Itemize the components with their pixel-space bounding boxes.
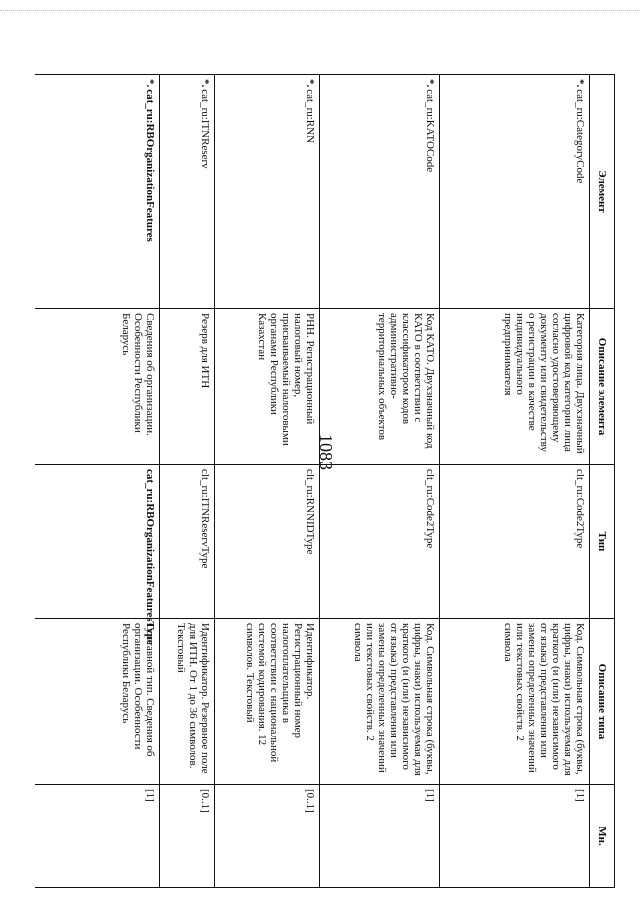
- table-row: [440, 75, 590, 888]
- type-description-cell: Идентификатор. Резервное поле для ИТН. От 1 до 36 символов. Текстовый: [160, 619, 215, 785]
- header-type: Тип: [590, 465, 615, 619]
- element-cell: *.cat_ru:CategoryCode: [440, 75, 590, 309]
- multiplicity-cell: [0..1]: [160, 785, 215, 888]
- multiplicity-cell: [1]: [440, 785, 590, 888]
- element-name: cat_ru:ITNReserv: [199, 89, 211, 169]
- multiplicity-cell: [0..1]: [215, 785, 320, 888]
- header-element: Элемент: [590, 75, 615, 309]
- table-row: [160, 75, 215, 888]
- type-description-cell: Составной тип. Сведения об организации. Особенности Республики Беларусь: [35, 619, 160, 785]
- multiplicity-cell: [1]: [35, 785, 160, 888]
- element-cell: *.cat_ru:ITNReserv: [160, 75, 215, 309]
- type-cell: clt_ru:ITNReservType: [160, 465, 215, 619]
- type-cell: cat_ru:RBOrganizationFeaturesType: [35, 465, 160, 619]
- multiplicity-cell: [1]: [320, 785, 440, 888]
- element-description-cell: Сведения об организации. Особенности Республики Беларусь: [35, 309, 160, 465]
- document-table-container: [35, 74, 615, 887]
- table-row: [215, 75, 320, 888]
- header-multiplicity: Мн.: [590, 785, 615, 888]
- element-cell: *.cat_ru:RNN: [215, 75, 320, 309]
- header-type-description: Описание типа: [590, 619, 615, 785]
- element-name: cat_ru:RBOrganizationFeatures: [144, 89, 156, 242]
- scan-edge-line: [0, 10, 640, 12]
- elements-table: [35, 74, 615, 888]
- page-number: 1083: [316, 434, 336, 470]
- type-cell: clt_ru:Code2Type: [440, 465, 590, 619]
- element-name: cat_ru:KATOCode: [424, 89, 436, 173]
- type-description-cell: Код. Символьная строка (буквы, цифры, знаки) используемая для краткого (и (или) независимого от языка) представления или замены определенных значений или текстовых свойств. 2 символа: [320, 619, 440, 785]
- element-description-cell: Резерв для ИТН: [160, 309, 215, 465]
- element-cell: *.cat_ru:KATOCode: [320, 75, 440, 309]
- type-description-cell: Идентификатор. Регистрационный номер налогоплательщика в соответствии с национальной системой кодирования. 12 символов. Текстовый: [215, 619, 320, 785]
- header-element-description: Описание элемента: [590, 309, 615, 465]
- element-name: cat_ru:RNN: [304, 89, 316, 144]
- table-row: [320, 75, 440, 888]
- element-cell: *.cat_ru:RBOrganizationFeatures: [35, 75, 160, 309]
- element-description-cell: РНН. Регистрационный налоговый номер, присваиваемый налоговыми органами Республики Казахстан: [215, 309, 320, 465]
- table-header-row: [590, 75, 615, 888]
- type-cell: clt_ru:Code2Type: [320, 465, 440, 619]
- type-description-cell: Код. Символьная строка (буквы, цифры, знаки) используемая для краткого (и (или) независимого от языка) представления или замены определенных значений или текстовых свойств. 2 символа: [440, 619, 590, 785]
- table-row: [35, 75, 160, 888]
- element-description-cell: Код КАТО. Двухзначный код КАТО в соответствии с классификатором кодов административно-территориальных объектов: [320, 309, 440, 465]
- element-description-cell: Категория лица. Двухзначный цифровой код категории лица согласно удостоверяющему документу или свидетельству о регистрации в качестве индивидуального предпринимателя: [440, 309, 590, 465]
- type-cell: clt_ru:RNNIDType: [215, 465, 320, 619]
- element-name: cat_ru:CategoryCode: [574, 89, 586, 184]
